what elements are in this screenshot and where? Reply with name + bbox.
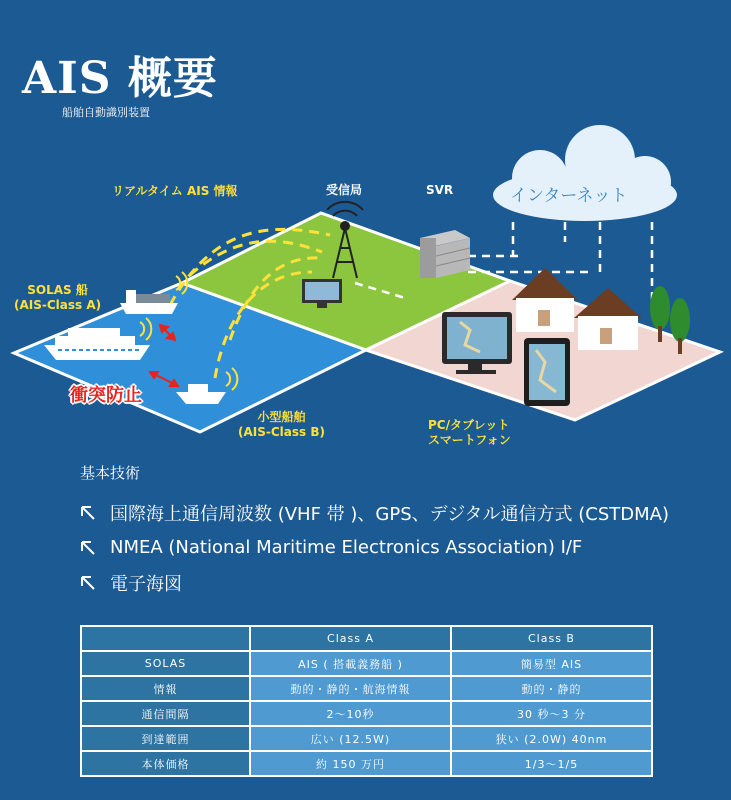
table-cell: 動的・静的 [452,677,651,700]
server-icon [420,230,470,278]
table-header-cell: Class B [452,627,651,650]
devices-label [428,418,511,448]
basics-list [80,495,669,600]
list-item [80,495,669,530]
page-subtitle: 船舶自動識別装置 [62,106,150,119]
arrow-up-left-icon [80,540,96,556]
table-row [82,652,651,675]
small-ship-label [238,410,325,440]
page-title: AIS 概要 [22,53,218,104]
collision-prevention-label: 衝突防止 [70,385,142,406]
row-header-cell: 通信間隔 [82,702,249,725]
solas-ship-label [14,283,101,313]
cloud-icon [493,125,677,221]
table-cell: 動的・静的・航海情報 [251,677,450,700]
house-icon [574,288,642,350]
table-header-row [82,627,651,650]
table-row [82,702,651,725]
table-cell: 広い (12.5W) [251,727,450,750]
table-cell: 約 150 万円 [251,752,450,775]
realtime-ais-label: リアルタイム AIS 情報 [112,184,238,198]
table-cell: 1/3～1/5 [452,752,651,775]
comparison-table-wrap [80,625,653,777]
devices-label-line2: スマートフォン [428,433,511,447]
table-cell: 30 秒～3 分 [452,702,651,725]
basics-item-text: 国際海上通信周波数 (VHF 帯 )、GPS、デジタル通信方式 (CSTDMA) [110,503,670,525]
svr-label: SVR [426,183,454,197]
table-row [82,752,651,775]
small-ship-name: 小型船舶 [257,410,306,424]
solas-ship-name: SOLAS 船 [27,283,88,297]
table-cell: 簡易型 AIS [452,652,651,675]
table-cell: AIS ( 搭載義務船 ) [251,652,450,675]
table-row [82,727,651,750]
list-item [80,530,669,565]
internet-label: インターネット [510,186,628,206]
house-icon [512,268,578,332]
table-cell: 2～10秒 [251,702,450,725]
basics-item-text: NMEA (National Maritime Electronics Association) I/F [110,537,583,558]
row-header-cell: 到達範囲 [82,727,249,750]
row-header-cell: SOLAS [82,652,249,675]
arrow-up-left-icon [80,575,96,591]
solas-ship-class: (AIS-Class A) [14,298,102,312]
table-header-cell: Class A [251,627,450,650]
row-header-cell: 情報 [82,677,249,700]
arrow-up-left-icon [80,505,96,521]
list-item [80,565,669,600]
table-header-cell [82,627,249,650]
table-cell: 狭い (2.0W) 40nm [452,727,651,750]
small-ship-class: (AIS-Class B) [238,425,325,439]
station-label: 受信局 [326,183,363,197]
basics-title: 基本技術 [80,464,141,482]
row-header-cell: 本体価格 [82,752,249,775]
basics-item-text: 電子海図 [110,573,182,595]
tablet-icon [524,338,570,406]
devices-label-line1: PC/タブレット [428,418,510,432]
table-row [82,677,651,700]
comparison-table [80,625,653,777]
